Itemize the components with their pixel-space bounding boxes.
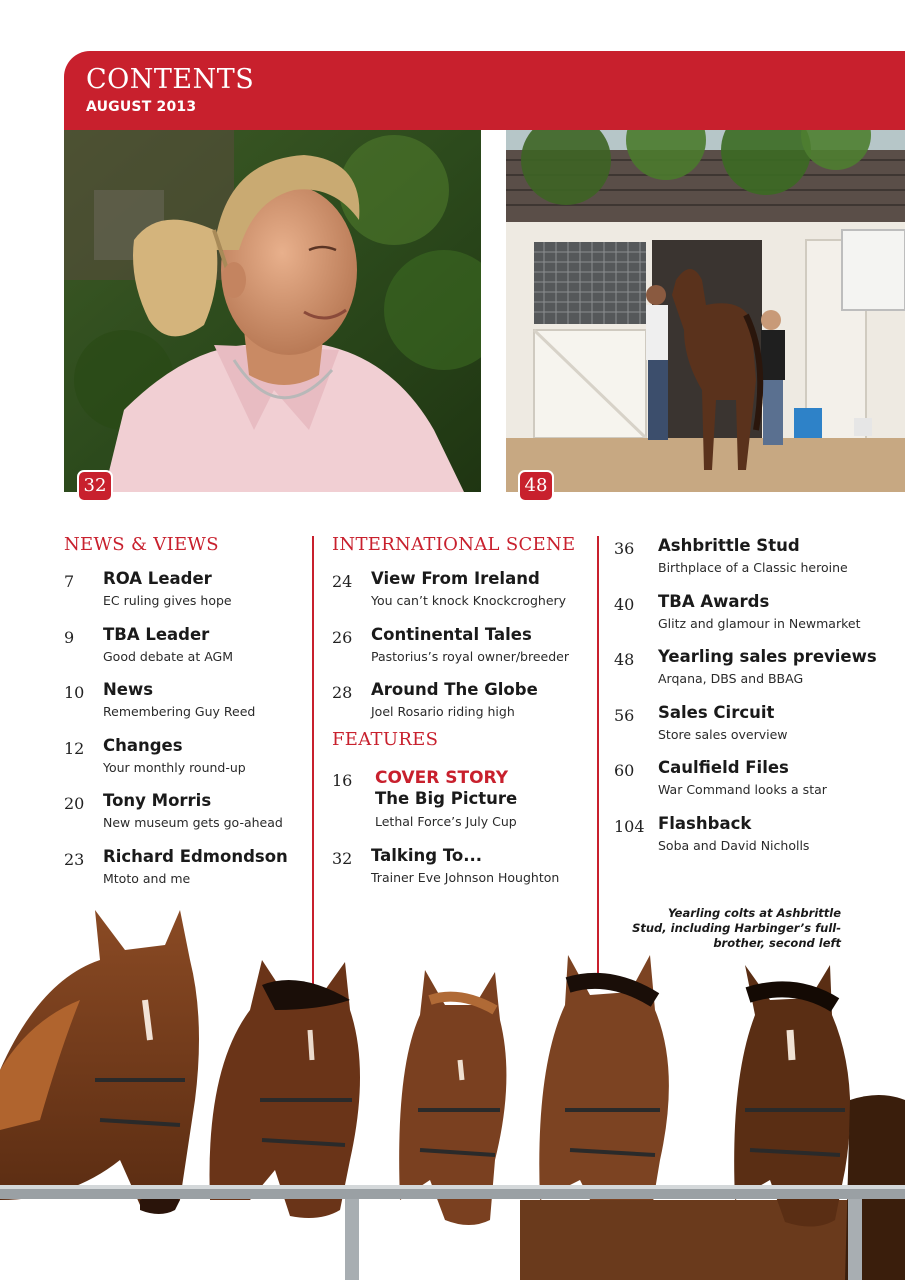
toc-entry[interactable] bbox=[64, 736, 304, 792]
entry-title[interactable]: The Big Picture bbox=[375, 789, 518, 808]
entry-page-number: 16 bbox=[332, 771, 353, 790]
section-heading-news-views: NEWS & VIEWS bbox=[64, 534, 219, 555]
page-badge-48[interactable]: 48 bbox=[518, 470, 554, 502]
entry-description: Good debate at AGM bbox=[103, 648, 234, 664]
entry-title[interactable]: Around The Globe bbox=[371, 680, 538, 699]
contents-header bbox=[64, 51, 905, 130]
entry-description: Soba and David Nicholls bbox=[658, 837, 810, 853]
entry-description: New museum gets go-ahead bbox=[103, 815, 283, 830]
toc-entry[interactable] bbox=[64, 569, 304, 625]
entry-description: Arqana, DBS and BBAG bbox=[658, 671, 804, 686]
horse-head bbox=[210, 960, 361, 1218]
entry-description: Your monthly round-up bbox=[103, 759, 246, 775]
issue-date: AUGUST 2013 bbox=[86, 99, 197, 115]
entry-description: Glitz and glamour in Newmarket bbox=[658, 615, 861, 631]
entry-title[interactable]: Ashbrittle Stud bbox=[658, 536, 800, 555]
horse-head bbox=[0, 910, 199, 1214]
page-badge-32[interactable]: 32 bbox=[77, 470, 113, 502]
photo-caption: Yearling colts at Ashbrittle Stud, including Harbinger’s full-brother, second left bbox=[632, 906, 841, 950]
entry-page-number: 26 bbox=[332, 627, 353, 647]
toc-entry[interactable] bbox=[614, 814, 905, 870]
entry-title[interactable]: Sales Circuit bbox=[658, 702, 775, 722]
entry-page-number: 10 bbox=[64, 683, 85, 702]
entry-page-number: 20 bbox=[64, 794, 85, 813]
entry-title[interactable]: Yearling sales previews bbox=[658, 647, 877, 666]
entry-page-number: 9 bbox=[64, 627, 75, 647]
entry-title[interactable]: ROA Leader bbox=[103, 569, 212, 588]
toc-entry[interactable] bbox=[64, 680, 304, 736]
column-international-features bbox=[332, 534, 592, 902]
entry-description: Pastorius’s royal owner/breeder bbox=[371, 648, 569, 664]
toc-entry[interactable] bbox=[332, 680, 592, 729]
entry-title[interactable]: Changes bbox=[103, 735, 183, 755]
entry-title[interactable]: Richard Edmondson bbox=[103, 846, 288, 866]
toc-entry[interactable] bbox=[614, 592, 905, 648]
cover-story-label: COVER STORY bbox=[375, 768, 509, 788]
entry-page-number: 60 bbox=[614, 761, 635, 780]
entry-page-number: 36 bbox=[614, 539, 635, 558]
column-news-views bbox=[64, 534, 304, 902]
toc-entry[interactable] bbox=[64, 847, 304, 903]
toc-entry[interactable] bbox=[332, 569, 592, 625]
entry-description: You can’t knock Knockcroghery bbox=[371, 593, 567, 608]
entry-description: Birthplace of a Classic heroine bbox=[658, 560, 848, 575]
entry-page-number: 56 bbox=[614, 705, 635, 725]
entry-page-number: 104 bbox=[614, 816, 645, 836]
toc-entry[interactable] bbox=[614, 703, 905, 759]
entry-page-number: 28 bbox=[332, 683, 353, 702]
yearling-colts-photo[interactable] bbox=[0, 900, 905, 1280]
entry-description: Remembering Guy Reed bbox=[103, 704, 256, 719]
entry-page-number: 48 bbox=[614, 650, 635, 669]
entry-title[interactable]: Flashback bbox=[658, 813, 752, 833]
entry-description: Joel Rosario riding high bbox=[371, 704, 515, 719]
entry-description: Mtoto and me bbox=[103, 870, 191, 886]
column-more-features bbox=[614, 536, 905, 869]
toc-entry[interactable] bbox=[614, 647, 905, 703]
entry-page-number: 12 bbox=[64, 738, 85, 758]
entry-title[interactable]: Tony Morris bbox=[103, 791, 212, 810]
entry-title[interactable]: Caulfield Files bbox=[658, 758, 789, 777]
toc-entry[interactable] bbox=[614, 536, 905, 592]
section-heading-international-scene: INTERNATIONAL SCENE bbox=[332, 534, 576, 555]
entry-description: Trainer Eve Johnson Houghton bbox=[371, 870, 560, 885]
toc-entry[interactable] bbox=[614, 758, 905, 814]
entry-description: War Command looks a star bbox=[658, 782, 827, 797]
entry-title[interactable]: View From Ireland bbox=[371, 569, 540, 588]
page-title: CONTENTS bbox=[86, 64, 255, 95]
entry-page-number: 23 bbox=[64, 849, 85, 869]
entry-page-number: 7 bbox=[64, 572, 75, 591]
toc-entry[interactable] bbox=[64, 791, 304, 847]
entry-title[interactable]: TBA Leader bbox=[103, 624, 210, 644]
entry-title[interactable]: TBA Awards bbox=[658, 591, 770, 611]
portrait-photo[interactable] bbox=[64, 130, 481, 492]
entry-description: Lethal Force’s July Cup bbox=[375, 814, 517, 829]
entry-title[interactable]: Talking To... bbox=[371, 846, 483, 865]
entry-description: Store sales overview bbox=[658, 726, 788, 742]
toc-entry-cover-story[interactable] bbox=[332, 768, 592, 846]
entry-page-number: 24 bbox=[332, 572, 353, 591]
toc-entry[interactable] bbox=[332, 625, 592, 681]
entry-page-number: 32 bbox=[332, 849, 353, 868]
toc-entry[interactable] bbox=[64, 625, 304, 681]
stable-yard-photo[interactable] bbox=[506, 130, 905, 492]
toc-entry[interactable] bbox=[332, 846, 592, 902]
entry-page-number: 40 bbox=[614, 594, 635, 614]
entry-title[interactable]: Continental Tales bbox=[371, 624, 532, 644]
entry-description: EC ruling gives hope bbox=[103, 593, 232, 608]
entry-title[interactable]: News bbox=[103, 680, 154, 699]
section-heading-features: FEATURES bbox=[332, 729, 439, 750]
